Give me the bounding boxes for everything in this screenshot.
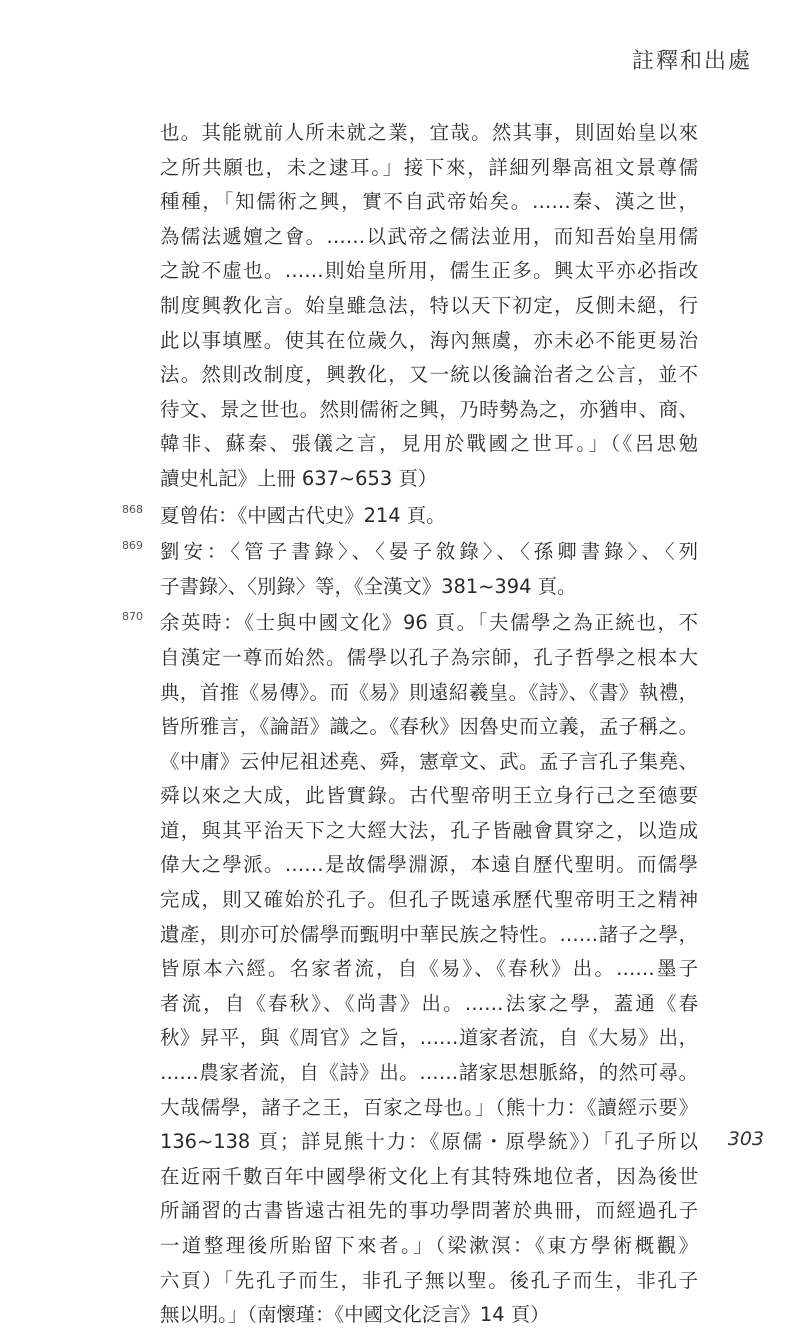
footnote-text-line: 法。然則改制度，興教化，又一統以後論治者之公言，並不 <box>160 363 698 387</box>
footnote-text-line: 秋》昇平，與《周官》之旨，……道家者流，自《大易》出， <box>160 1026 698 1050</box>
footnote-text-line: 一道整理後所貽留下來者。」（梁漱溟：《東方學術概觀》 <box>160 1234 698 1257</box>
footnote-number: 869 <box>122 539 143 553</box>
footnote-868 <box>122 499 698 534</box>
footnote-text-line: 讀史札記》上冊 637~653 頁） <box>160 466 438 490</box>
footnote-text-line: 韓非、蘇秦、張儀之言，見用於戰國之世耳。」（《呂思勉 <box>160 432 698 456</box>
footnote-text-line: 為儒法遞嬗之會。……以武帝之儒法並用，而知吾始皇用儒 <box>160 224 698 248</box>
footnote-text-line: 《中庸》云仲尼祖述堯、舜，憲章文、武。孟子言孔子集堯、 <box>160 749 698 773</box>
footnote-text-line: 夏曾佑：《中國古代史》214 頁。 <box>160 503 446 527</box>
footnote-continued <box>160 116 698 497</box>
page-number: 303 <box>727 1128 764 1150</box>
footnote-869 <box>122 535 698 604</box>
footnote-number: 870 <box>122 610 143 624</box>
footnote-text-line: 之說不虛也。……則始皇所用，儒生正多。興太平亦必指改 <box>160 259 698 283</box>
footnote-text-line: 無以明。」（南懷瑾：《中國文化泛言》14 頁） <box>160 1303 550 1327</box>
footnote-text-line: 道，與其平治天下之大經大法，孔子皆融會貫穿之，以造成 <box>160 818 698 842</box>
footnote-text-line: 六頁）「先孔子而生，非孔子無以聖。後孔子而生，非孔子 <box>160 1268 698 1292</box>
footnote-text-line: 制度興教化言。始皇雖急法，特以天下初定，反側未絕，行 <box>160 293 698 317</box>
footnote-870 <box>122 606 698 1332</box>
footnote-text-line: 待文、景之世也。然則儒術之興，乃時勢為之，亦猶申、商、 <box>160 397 698 421</box>
footnote-text-line: 大哉儒學，諸子之王，百家之母也。」（熊十力：《讀經示要》 <box>160 1095 698 1119</box>
footnote-text-line: 此以事填壓。使其在位歲久，海內無虞，亦未必不能更易治 <box>160 328 698 352</box>
footnote-text-line: 所誦習的古書皆遠古祖先的事功學問著於典冊，而經過孔子 <box>160 1199 698 1223</box>
footnote-text-line: 皆原本六經。名家者流，自《易》、《春秋》出。……墨子 <box>160 957 698 981</box>
footnote-text-line: 皆所雅言，《論語》識之。《春秋》因魯史而立義，孟子稱之。 <box>160 715 698 739</box>
footnote-text-line: 劉安：〈管子書錄〉、〈晏子敘錄〉、〈孫卿書錄〉、〈列 <box>160 540 698 564</box>
footnote-number: 868 <box>122 502 143 516</box>
footnote-text-line: 也。其能就前人所未就之業，宜哉。然其事，則固始皇以來 <box>160 121 698 144</box>
footnote-text-line: 136~138 頁；詳見熊十力：《原儒・原學統》）「孔子所以 <box>160 1130 698 1154</box>
footnote-text-line: 典，首推《易傳》。而《易》則遠紹羲皇。《詩》、《書》執禮， <box>160 680 698 704</box>
footnote-text-line: 者流，自《春秋》、《尚書》出。……法家之學，蓋通《春 <box>160 991 698 1015</box>
footnotes-section <box>122 116 698 1333</box>
footnote-text-line: ……農家者流，自《詩》出。……諸家思想脈絡，的然可尋。 <box>160 1061 698 1085</box>
footnote-text-line: 之所共願也，未之逮耳。」接下來，詳細列舉高祖文景尊儒 <box>160 155 698 179</box>
footnote-text-line: 完成，則又確始於孔子。但孔子既遠承歷代聖帝明王之精神 <box>160 888 698 912</box>
footnote-text-line: 舜以來之大成，此皆實錄。古代聖帝明王立身行己之至德要 <box>160 784 698 808</box>
running-header: 註釋和出處 <box>631 49 752 74</box>
footnote-text-line: 子書錄〉、〈別錄〉等，《全漢文》381~394 頁。 <box>160 574 577 598</box>
footnote-text-line: 在近兩千數百年中國學術文化上有其特殊地位者，因為後世 <box>160 1164 698 1188</box>
footnote-text-line: 遺產，則亦可於儒學而甄明中華民族之特性。……諸子之學， <box>160 922 698 946</box>
footnote-text-line: 自漢定一尊而始然。儒學以孔子為宗師，孔子哲學之根本大 <box>160 645 698 669</box>
footnote-text-line: 偉大之學派。……是故儒學淵源，本遠自歷代聖明。而儒學 <box>160 853 698 877</box>
footnote-text-line: 余英時：《士與中國文化》96 頁。「夫儒學之為正統也，不 <box>160 611 698 635</box>
footnote-text-line: 種種，「知儒術之興，實不自武帝始矣。……秦、漢之世， <box>160 190 698 214</box>
